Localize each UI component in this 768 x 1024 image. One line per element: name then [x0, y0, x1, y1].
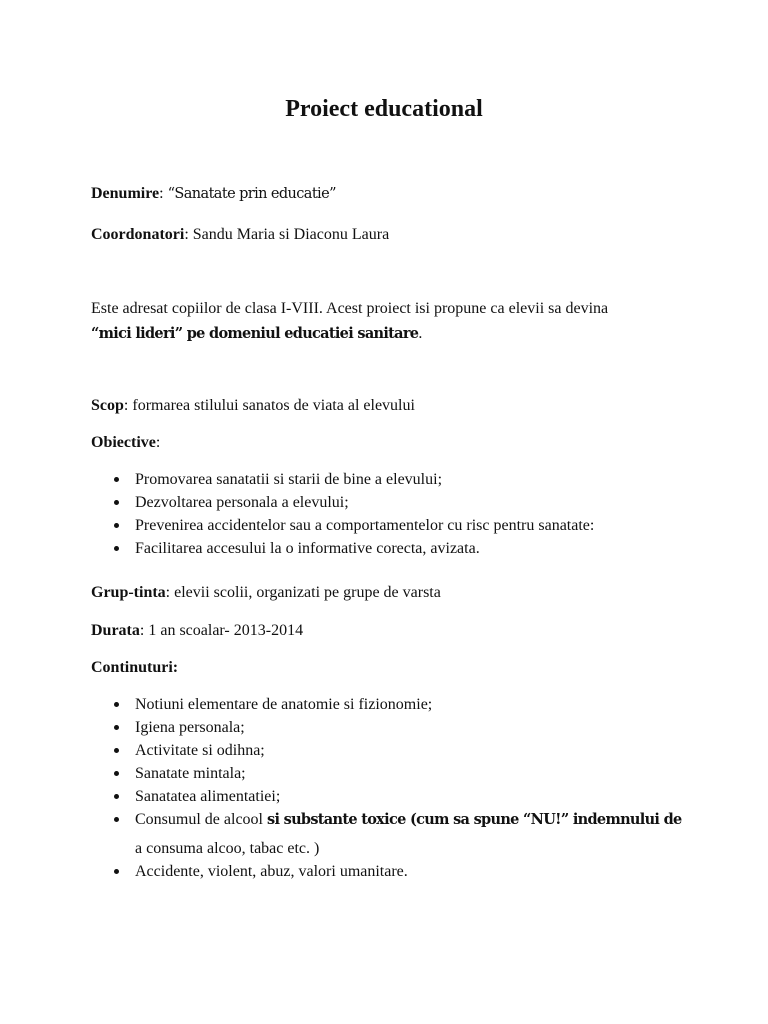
obiective-label: Obiective	[91, 434, 156, 451]
scop-value: formarea stilului sanatos de viata al elevului	[128, 397, 415, 414]
durata-label: Durata	[91, 622, 140, 639]
list-item: Sanatatea alimentatiei;	[91, 785, 691, 808]
coordonatori-value: Sandu Maria si Diaconu Laura	[188, 226, 390, 243]
denumire-line	[91, 184, 691, 204]
bullet-icon	[114, 477, 119, 482]
continuturi-heading: Continuturi:	[91, 659, 179, 676]
list-item: Promovarea sanatatii si starii de bine a elevului;	[91, 468, 691, 491]
scop-line	[91, 396, 691, 416]
denumire-separator: :	[159, 185, 164, 202]
intro-bold-phrase: “mici lideri” pe domeniul educatiei sanitare	[91, 325, 419, 342]
bullet-icon	[114, 702, 119, 707]
grup-tinta-line	[91, 583, 691, 603]
coordonatori-separator: :	[184, 226, 189, 243]
scop-separator: :	[123, 397, 129, 414]
durata-line	[91, 621, 691, 641]
coordonatori-line	[91, 225, 691, 245]
intro-line-end: .	[418, 325, 423, 342]
bullet-icon	[114, 500, 119, 505]
grup-tinta-separator: :	[165, 584, 171, 601]
intro-line-2	[91, 324, 691, 344]
bullet-icon	[114, 817, 119, 822]
bullet-icon	[114, 869, 119, 874]
scop-label: Scop	[91, 397, 124, 414]
list-item: Consumul de alcool si substante toxice (cum sa spune “NU!” indemnului de a consuma alcoo, tabac etc. )	[91, 808, 691, 860]
obiective-heading	[91, 433, 691, 453]
page-title: Proiect educational	[285, 96, 483, 122]
obiective-separator: :	[155, 434, 161, 451]
bullet-icon	[114, 546, 119, 551]
grup-tinta-value: elevii scolii, organizati pe grupe de varsta	[170, 584, 441, 601]
grup-tinta-label: Grup-tinta	[91, 584, 166, 601]
list-item: Sanatate mintala;	[91, 762, 691, 785]
list-item: Igiena personala;	[91, 716, 691, 739]
list-item: Notiuni elementare de anatomie si fizionomie;	[91, 693, 691, 716]
coordonatori-label: Coordonatori	[91, 226, 185, 243]
list-item: Prevenirea accidentelor sau a comportamentelor cu risc pentru sanatate:	[91, 514, 691, 537]
bullet-icon	[114, 523, 119, 528]
list-item: Accidente, violent, abuz, valori umanitare.	[91, 860, 691, 883]
durata-separator: :	[139, 622, 145, 639]
bullet-icon	[114, 794, 119, 799]
bullet-icon	[114, 725, 119, 730]
intro-line-1: Este adresat copiilor de clasa I-VIII. Acest proiect isi propune ca elevii sa devina	[91, 300, 609, 317]
denumire-label: Denumire	[91, 185, 160, 202]
obiective-list	[91, 468, 691, 560]
list-item: Dezvoltarea personala a elevului;	[91, 491, 691, 514]
bullet-icon	[114, 748, 119, 753]
bullet-icon	[114, 771, 119, 776]
denumire-value: “Sanatate prin educatie”	[163, 186, 336, 202]
list-item: Facilitarea accesului la o informative corecta, avizata.	[91, 537, 691, 560]
list-item: Activitate si odihna;	[91, 739, 691, 762]
list-item-continuation: a consuma alcoo, tabac etc. )	[135, 840, 320, 857]
durata-value: 1 an scoalar- 2013-2014	[144, 622, 304, 639]
continuturi-list	[91, 693, 691, 883]
